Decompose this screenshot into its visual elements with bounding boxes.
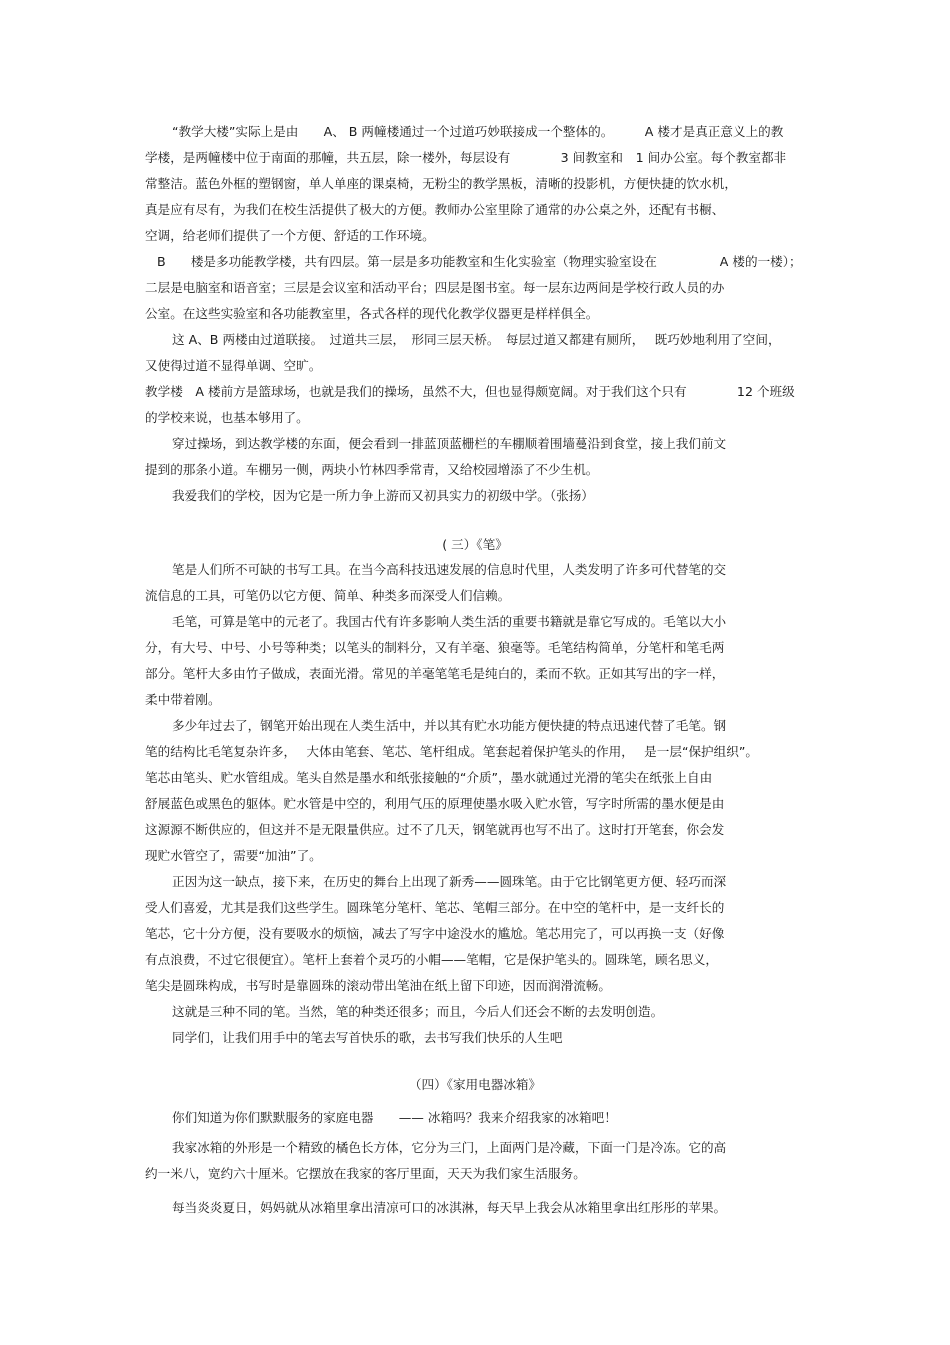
paragraph-line: 的学校来说，也基本够用了。: [145, 410, 309, 425]
paragraph-line: “教学大楼”实际上是由 A、 B 两幢楼通过一个过道巧妙联接成一个整体的。 A 楼才是真正意义上的教: [172, 124, 784, 139]
paragraph-line: 现贮水管空了，需要“加油”了。: [145, 848, 322, 863]
paragraph-line: 二层是电脑室和语音室；三层是会议室和活动平台；四层是图书室。每一层东边两间是学校行政人员的办: [145, 280, 725, 295]
paragraph-line: 笔是人们所不可缺的书写工具。在当今高科技迅速发展的信息时代里，人类发明了许多可代替笔的交: [172, 562, 727, 577]
paragraph-line: B 楼是多功能教学楼，共有四层。第一层是多功能教室和生化实验室（物理实验室设在 A 楼的一楼）；: [157, 254, 802, 269]
paragraph-line: 提到的那条小道。车棚另一侧，两块小竹林四季常青，又给校园增添了不少生机。: [145, 462, 599, 477]
paragraph-line: 空调，给老师们提供了一个方便、舒适的工作环境。: [145, 228, 435, 243]
paragraph-line: 这 A、B 两楼由过道联接。 过道共三层， 形同三层天桥。 每层过道又都建有厕所， 既巧妙地利用了空间，: [172, 332, 781, 347]
paragraph-line: 正因为这一缺点，接下来，在历史的舞台上出现了新秀——圆珠笔。由于它比钢笔更方便、轻巧而深: [172, 874, 727, 889]
section-heading: ( 三）《笔》: [442, 537, 508, 552]
paragraph-line: 分，有大号、中号、小号等种类；以笔头的制料分，又有羊毫、狼毫等。毛笔结构简单，分笔杆和笔毛两: [145, 640, 725, 655]
paragraph-line: 同学们，让我们用手中的笔去写首快乐的歌，去书写我们快乐的人生吧: [172, 1030, 563, 1045]
paragraph-line: 有点浪费，不过它很便宜）。笔杆上套着个灵巧的小帽——笔帽，它是保护笔头的。圆珠笔，顾名思义，: [145, 952, 719, 967]
paragraph-line: 常整洁。蓝色外框的塑钢窗，单人单座的课桌椅，无粉尘的教学黑板，清晰的投影机，方便快捷的饮水机，: [145, 176, 737, 191]
paragraph-line: 多少年过去了，钢笔开始出现在人类生活中，并以其有贮水功能方便快捷的特点迅速代替了毛笔。钢: [172, 718, 727, 733]
paragraph-line: 教学楼 A 楼前方是篮球场，也就是我们的操场，虽然不大，但也显得颇宽阔。对于我们这个只有 12 个班级: [145, 384, 795, 399]
section-heading: （四）《家用电器冰箱》: [408, 1077, 542, 1092]
paragraph-line: 笔尖是圆珠构成，书写时是靠圆珠的滚动带出笔油在纸上留下印迹，因而润滑流畅。: [145, 978, 611, 993]
paragraph-line: 学楼，是两幢楼中位于南面的那幢，共五层，除一楼外，每层设有 3 间教室和 1 间办公室。每个教室都非: [145, 150, 787, 165]
paragraph-line: 笔芯由笔头、贮水管组成。笔头自然是墨水和纸张接触的“介质”，墨水就通过光滑的笔尖在纸张上自由: [145, 770, 713, 785]
paragraph-line: 这源源不断供应的，但这并不是无限量供应。过不了几天，钢笔就再也写不出了。这时打开笔套，你会发: [145, 822, 725, 837]
paragraph-line: 笔的结构比毛笔复杂许多， 大体由笔套、笔芯、笔杆组成。笔套起着保护笔头的作用， 是一层“保护组织”。: [145, 744, 758, 759]
paragraph-line: 真是应有尽有，为我们在校生活提供了极大的方便。教师办公室里除了通常的办公桌之外，还配有书橱、: [145, 202, 725, 217]
paragraph-line: 又使得过道不显得单调、空旷。: [145, 358, 322, 373]
paragraph-line: 每当炎炎夏日，妈妈就从冰箱里拿出清凉可口的冰淇淋，每天早上我会从冰箱里拿出红彤彤的苹果。: [172, 1200, 727, 1215]
paragraph-line: 我家冰箱的外形是一个精致的橘色长方体，它分为三门，上面两门是冷藏，下面一门是冷冻。它的高: [172, 1140, 727, 1155]
paragraph-line: 公室。在这些实验室和各功能教室里，各式各样的现代化教学仪器更是样样俱全。: [145, 306, 599, 321]
paragraph-line: 穿过操场，到达教学楼的东面，便会看到一排蓝顶蓝栅栏的车棚顺着围墙蔓沿到食堂，接上我们前文: [172, 436, 727, 451]
paragraph-line: 舒展蓝色或黑色的躯体。贮水管是中空的，利用气压的原理使墨水吸入贮水管，写字时所需的墨水便是由: [145, 796, 725, 811]
paragraph-line: 笔芯，它十分方便，没有要吸水的烦恼，减去了写字中途没水的尴尬。笔芯用完了，可以再换一支（好像: [145, 926, 725, 941]
paragraph-line: 我爱我们的学校，因为它是一所力争上游而又初具实力的初级中学。（张扬）: [172, 488, 594, 503]
paragraph-line: 你们知道为你们默默服务的家庭电器 —— 冰箱吗？我来介绍我家的冰箱吧！: [172, 1110, 617, 1125]
paragraph-line: 受人们喜爱，尤其是我们这些学生。圆珠笔分笔杆、笔芯、笔帽三部分。在中空的笔杆中，是一支纤长的: [145, 900, 725, 915]
paragraph-line: 这就是三种不同的笔。当然，笔的种类还很多；而且，今后人们还会不断的去发明创造。: [172, 1004, 664, 1019]
paragraph-line: 部分。笔杆大多由竹子做成，表面光滑。常见的羊毫笔笔毛是纯白的，柔而不软。正如其写出的字一样，: [145, 666, 725, 681]
paragraph-line: 约一米八，宽约六十厘米。它摆放在我家的客厅里面，天天为我们家生活服务。: [145, 1166, 586, 1181]
paragraph-line: 流信息的工具，可笔仍以它方便、简单、种类多而深受人们信赖。: [145, 588, 511, 603]
paragraph-line: 柔中带着刚。: [145, 692, 221, 707]
paragraph-line: 毛笔，可算是笔中的元老了。我国古代有许多影响人类生活的重要书籍就是靠它写成的。毛笔以大小: [172, 614, 727, 629]
